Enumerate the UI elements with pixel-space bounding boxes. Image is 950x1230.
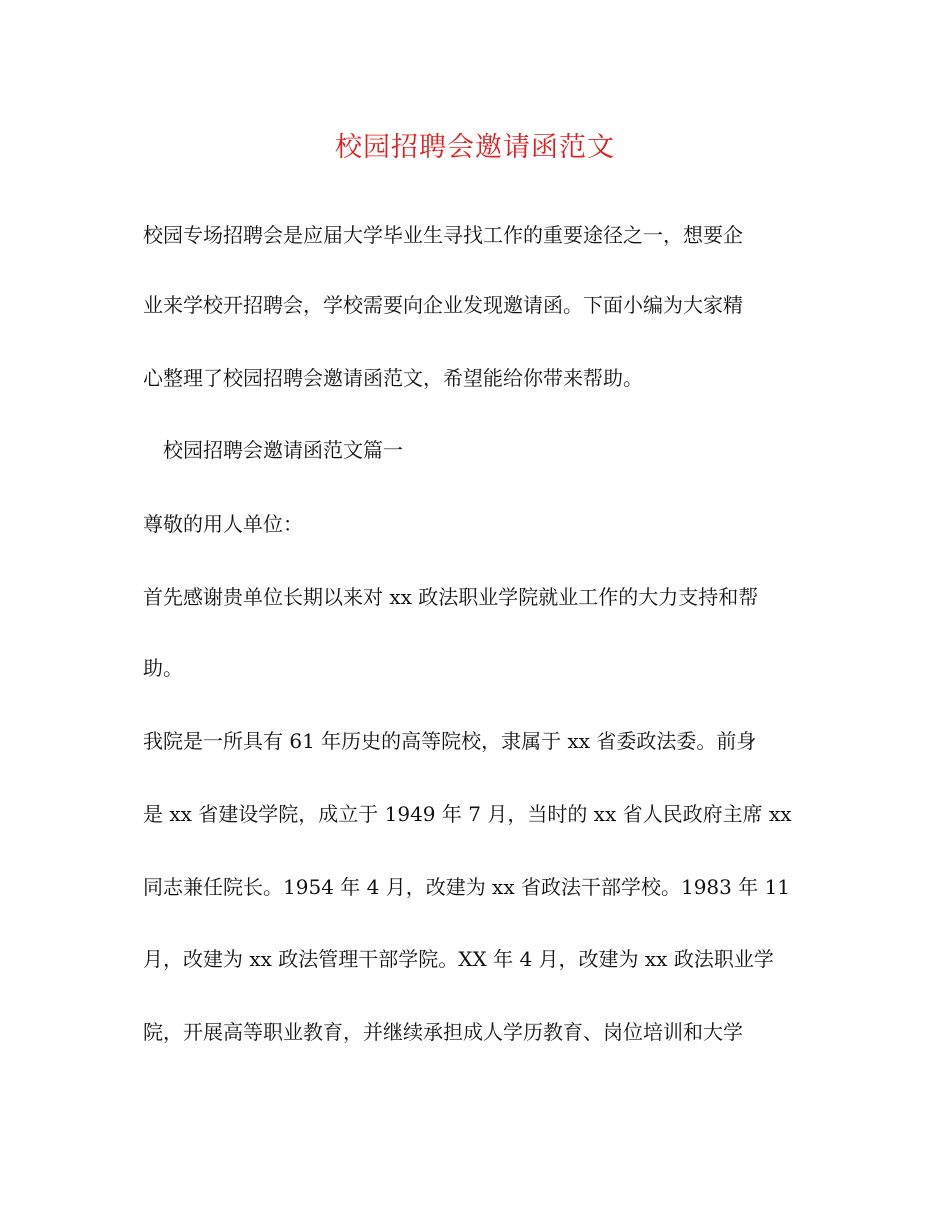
paragraph-line: 是 xx 省建设学院，成立于 1949 年 7 月，当时的 xx 省人民政府主席 xx bbox=[143, 802, 792, 826]
document-title: 校园招聘会邀请函范文 bbox=[335, 132, 615, 163]
paragraph-line: 院，开展高等职业教育，并继续承担成人学历教育、岗位培训和大学 bbox=[143, 1020, 743, 1044]
paragraph-line: 我院是一所具有 61 年历史的高等院校，隶属于 xx 省委政法委。前身 bbox=[143, 729, 757, 753]
paragraph-line: 首先感谢贵单位长期以来对 xx 政法职业学院就业工作的大力支持和帮 bbox=[143, 585, 759, 609]
paragraph-line: 校园专场招聘会是应届大学毕业生寻找工作的重要途径之一，想要企 bbox=[143, 223, 743, 247]
salutation: 尊敬的用人单位： bbox=[143, 512, 303, 536]
paragraph-line: 心整理了校园招聘会邀请函范文，希望能给你带来帮助。 bbox=[143, 366, 643, 390]
paragraph-line: 助。 bbox=[143, 656, 183, 680]
paragraph-line: 月，改建为 xx 政法管理干部学院。XX 年 4 月，改建为 xx 政法职业学 bbox=[143, 947, 774, 971]
section-heading: 校园招聘会邀请函范文篇一 bbox=[163, 438, 403, 462]
paragraph-line: 业来学校开招聘会，学校需要向企业发现邀请函。下面小编为大家精 bbox=[143, 293, 743, 317]
paragraph-line: 同志兼任院长。1954 年 4 月，改建为 xx 省政法干部学校。1983 年 11 bbox=[143, 875, 791, 899]
